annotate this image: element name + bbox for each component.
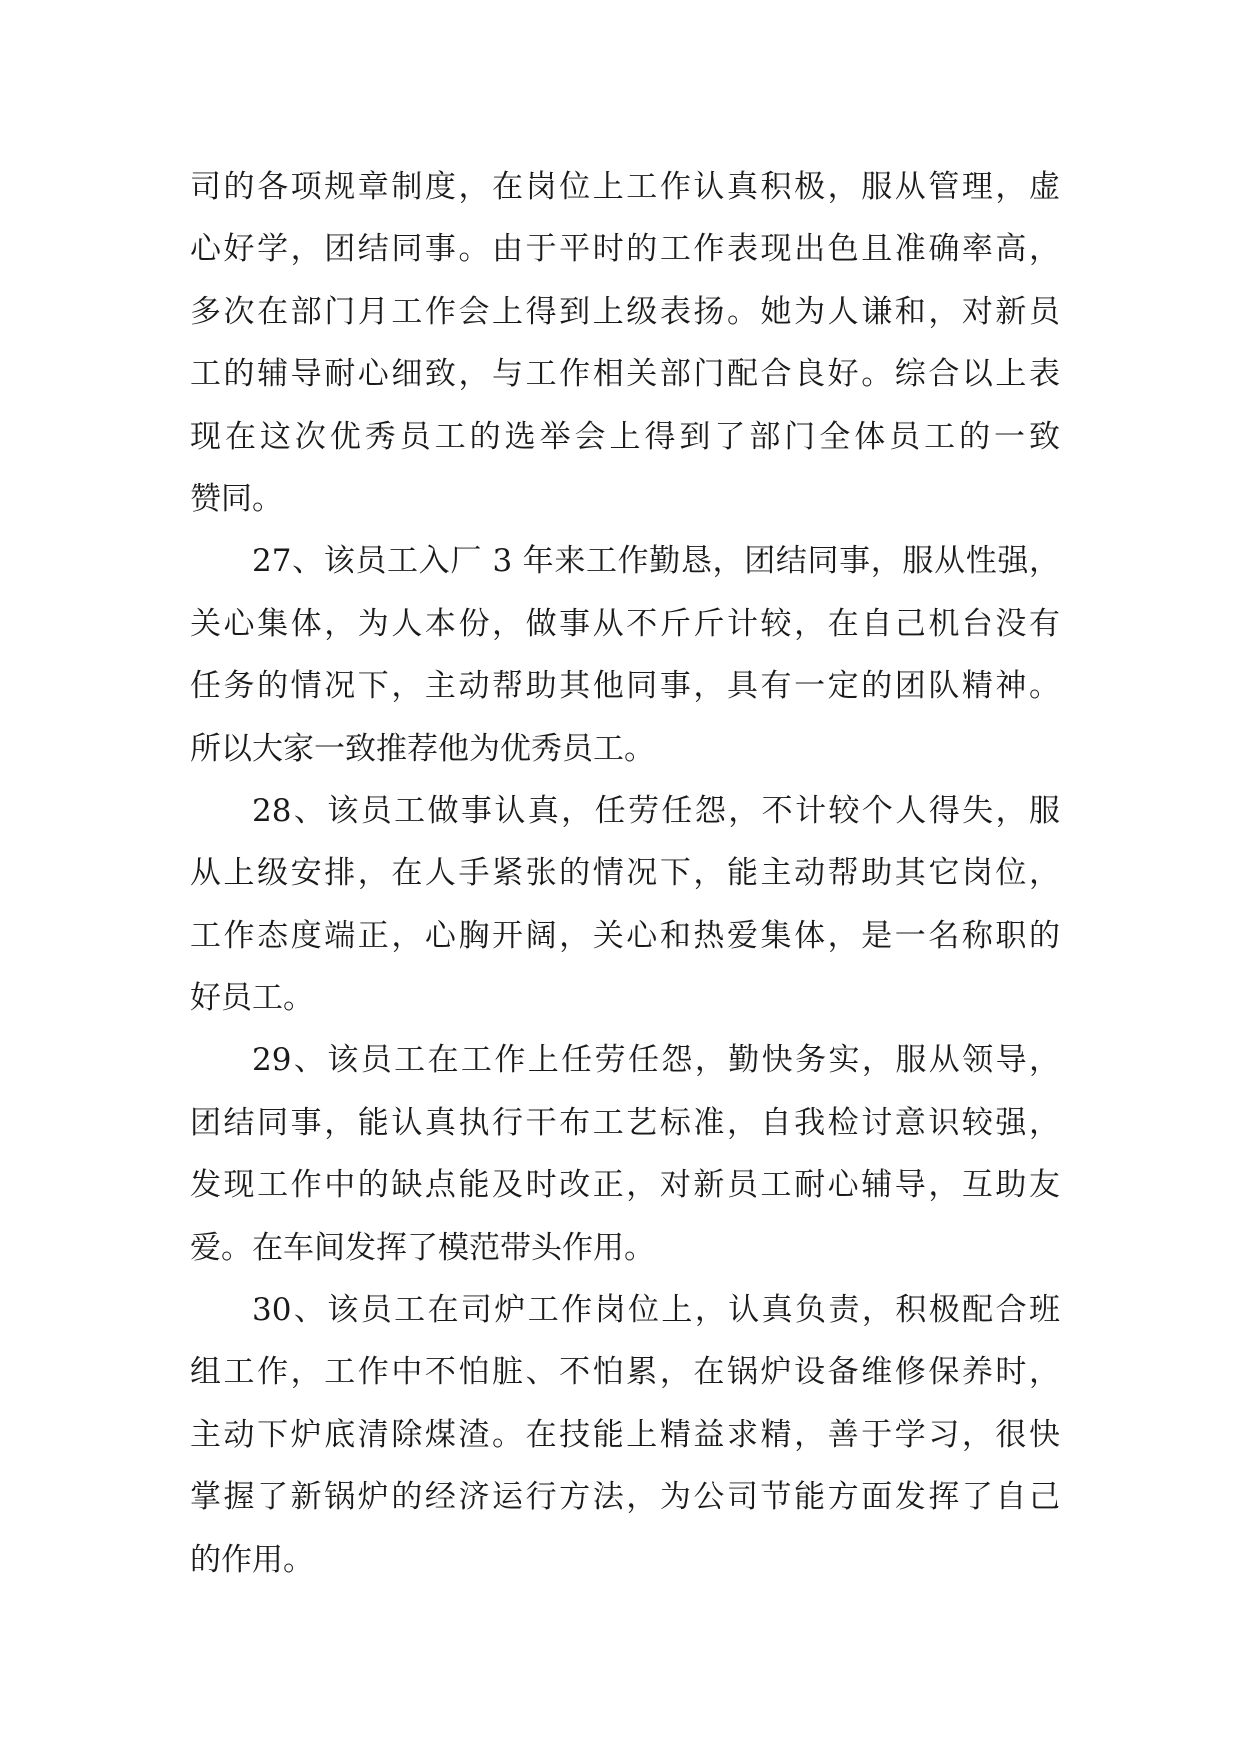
text-line: 主动下炉底清除煤渣。在技能上精益求精，善于学习，很快 [190, 1416, 1060, 1453]
paragraph-30 [190, 1279, 1060, 1591]
text-line: 所以大家一致推荐他为优秀员工。 [190, 730, 655, 767]
document-body [190, 156, 1060, 1591]
text-line: 掌握了新锅炉的经济运行方法，为公司节能方面发挥了自己 [190, 1479, 1060, 1516]
text-line: 爱。在车间发挥了模范带头作用。 [190, 1229, 655, 1266]
text-line: 多次在部门月工作会上得到上级表扬。她为人谦和，对新员 [190, 293, 1060, 330]
paragraph-29 [190, 1029, 1060, 1279]
paragraph-continued [190, 156, 1060, 530]
text-line: 工的辅导耐心细致，与工作相关部门配合良好。综合以上表 [190, 356, 1060, 393]
text-line: 工作态度端正，心胸开阔，关心和热爱集体，是一名称职的 [190, 917, 1060, 954]
text-line: 29、该员工在工作上任劳任怨，勤快务实，服从领导， [252, 1042, 1060, 1079]
text-line: 司的各项规章制度，在岗位上工作认真积极，服从管理，虚 [190, 169, 1060, 205]
text-line: 现在这次优秀员工的选举会上得到了部门全体员工的一致 [190, 418, 1060, 455]
text-line: 的作用。 [190, 1541, 314, 1578]
paragraph-27 [190, 530, 1060, 780]
text-line: 任务的情况下，主动帮助其他同事，具有一定的团队精神。 [190, 668, 1060, 705]
text-line: 心好学，团结同事。由于平时的工作表现出色且准确率高， [190, 231, 1060, 268]
text-line: 好员工。 [190, 980, 314, 1017]
text-line: 30、该员工在司炉工作岗位上，认真负责，积极配合班 [252, 1292, 1060, 1329]
text-line: 28、该员工做事认真，任劳任怨，不计较个人得失，服 [252, 792, 1060, 829]
paragraph-28 [190, 780, 1060, 1030]
text-line: 关心集体，为人本份，做事从不斤斤计较，在自己机台没有 [190, 605, 1060, 642]
text-line: 赞同。 [190, 480, 283, 517]
text-line: 从上级安排，在人手紧张的情况下，能主动帮助其它岗位， [190, 855, 1060, 892]
text-line: 组工作，工作中不怕脏、不怕累，在锅炉设备维修保养时， [190, 1354, 1060, 1391]
text-line: 发现工作中的缺点能及时改正，对新员工耐心辅导，互助友 [190, 1167, 1060, 1204]
text-line: 团结同事，能认真执行干布工艺标准，自我检讨意识较强， [190, 1104, 1060, 1141]
text-line: 27、该员工入厂 3 年来工作勤恳，团结同事，服从性强， [252, 543, 1060, 580]
